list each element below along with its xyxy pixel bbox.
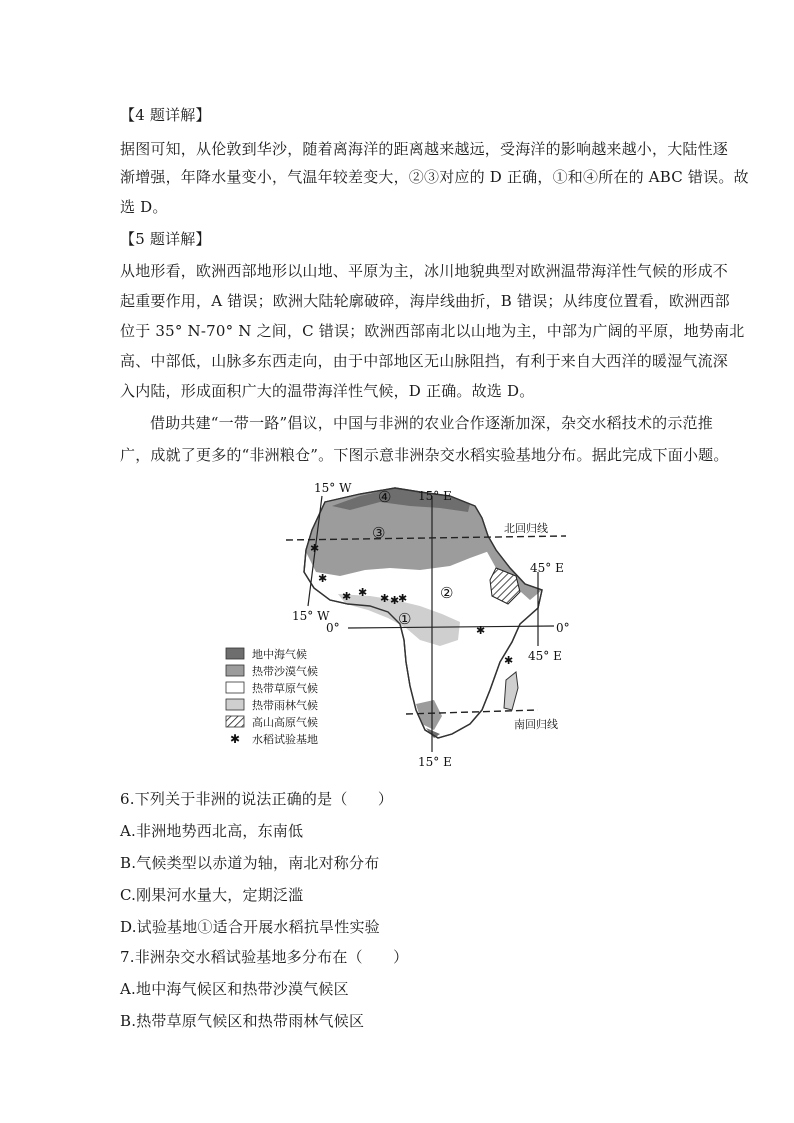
intro-line-1: 借助共建“一带一路”倡议，中国与非洲的农业合作逐渐加深，杂交水稻技术的示范推 xyxy=(150,414,713,432)
rice-base-icon: ✱ xyxy=(380,592,390,605)
map-legend xyxy=(226,647,318,746)
section4-line-1: 据图可知，从伦敦到华沙，随着离海洋的距离越来越远，受海洋的影响越来越小，大陆性逐 xyxy=(120,140,729,158)
section5-line-3: 位于 35° N-70° N 之间，C 错误；欧洲西部南北以山地为主，中部为广阔的平原，地势南北 xyxy=(120,322,745,340)
africa-climate-map xyxy=(220,472,580,776)
legend-label-rice-base: 水稻试验基地 xyxy=(252,733,318,746)
question-6-option-b: B.气候类型以赤道为轴，南北对称分布 xyxy=(120,854,380,872)
question-7-option-a: A.地中海气候区和热带沙漠气候区 xyxy=(120,980,349,998)
label-tropic-capricorn: 南回归线 xyxy=(514,718,558,731)
legend-label-mediterranean: 地中海气候 xyxy=(252,648,307,661)
label-45e-top: 45° E xyxy=(530,561,564,575)
section5-line-5: 入内陆，形成面积广大的温带海洋性气候，D 正确。故选 D。 xyxy=(120,382,535,400)
section4-line-3: 选 D。 xyxy=(120,198,168,216)
legend-swatch-highland xyxy=(226,716,244,727)
label-region-3: ③ xyxy=(372,524,386,542)
section5-line-2: 起重要作用，A 错误；欧洲大陆轮廓破碎，海岸线曲折，B 错误；从纬度位置看，欧洲西部 xyxy=(120,292,730,310)
label-15w-bottom: 15° W xyxy=(292,609,330,623)
rice-base-icon: ✱ xyxy=(398,592,408,605)
legend-label-highland: 高山高原气候 xyxy=(252,716,318,729)
rice-base-icon: ✱ xyxy=(318,572,328,585)
label-15e-top: 15° E xyxy=(418,489,452,503)
section5-line-1: 从地形看，欧洲西部地形以山地、平原为主，冰川地貌典型对欧洲温带海洋性气候的形成不 xyxy=(120,262,729,280)
rice-base-icon: ✱ xyxy=(358,586,368,599)
intro-line-2: 广，成就了更多的“非洲粮仓”。下图示意非洲杂交水稻实验基地分布。据此完成下面小题。 xyxy=(120,446,729,464)
question-7-option-b: B.热带草原气候区和热带雨林气候区 xyxy=(120,1012,365,1030)
label-45e-bottom: 45° E xyxy=(528,649,562,663)
question-7-stem: 7.非洲杂交水稻试验基地多分布在（ ） xyxy=(120,948,409,966)
legend-rice-icon: ✱ xyxy=(230,732,241,746)
question-6-option-a: A.非洲地势西北高，东南低 xyxy=(120,822,304,840)
legend-swatch-desert xyxy=(226,665,244,676)
rice-base-icon: ✱ xyxy=(476,624,486,637)
question-6-option-c: C.刚果河水量大，定期泛滥 xyxy=(120,886,304,904)
rice-base-icon: ✱ xyxy=(390,594,400,607)
question-6-stem: 6.下列关于非洲的说法正确的是（ ） xyxy=(120,790,394,808)
label-region-4: ④ xyxy=(378,488,392,506)
label-15e-bottom: 15° E xyxy=(418,755,452,769)
question-6-option-d: D.试验基地①适合开展水稻抗旱性实验 xyxy=(120,918,380,936)
legend-swatch-grassland xyxy=(226,682,244,693)
label-tropic-cancer: 北回归线 xyxy=(504,522,548,535)
label-region-1: ① xyxy=(398,610,412,628)
rice-base-icon: ✱ xyxy=(504,654,514,667)
legend-label-desert: 热带沙漠气候 xyxy=(252,665,318,678)
rice-base-icon: ✱ xyxy=(310,542,320,555)
madagascar xyxy=(504,672,518,710)
section5-line-4: 高、中部低，山脉多东西走向，由于中部地区无山脉阻挡，有利于来自大西洋的暖湿气流深 xyxy=(120,352,729,370)
legend-label-grassland: 热带草原气候 xyxy=(252,682,318,695)
label-equator-right: 0° xyxy=(556,621,570,635)
section4-line-2: 渐增强，年降水量变小，气温年较差变大，②③对应的 D 正确，①和④所在的 ABC 错误。故 xyxy=(120,168,749,186)
legend-swatch-rainforest xyxy=(226,699,244,710)
section4-heading: 【4 题详解】 xyxy=(120,106,211,124)
rice-base-icon: ✱ xyxy=(342,590,352,603)
legend-label-rainforest: 热带雨林气候 xyxy=(252,699,318,712)
label-equator-left: 0° xyxy=(326,621,340,635)
section5-heading: 【5 题详解】 xyxy=(120,230,211,248)
legend-swatch-mediterranean xyxy=(226,648,244,659)
label-15w-top: 15° W xyxy=(314,481,352,495)
label-region-2: ② xyxy=(440,584,454,602)
